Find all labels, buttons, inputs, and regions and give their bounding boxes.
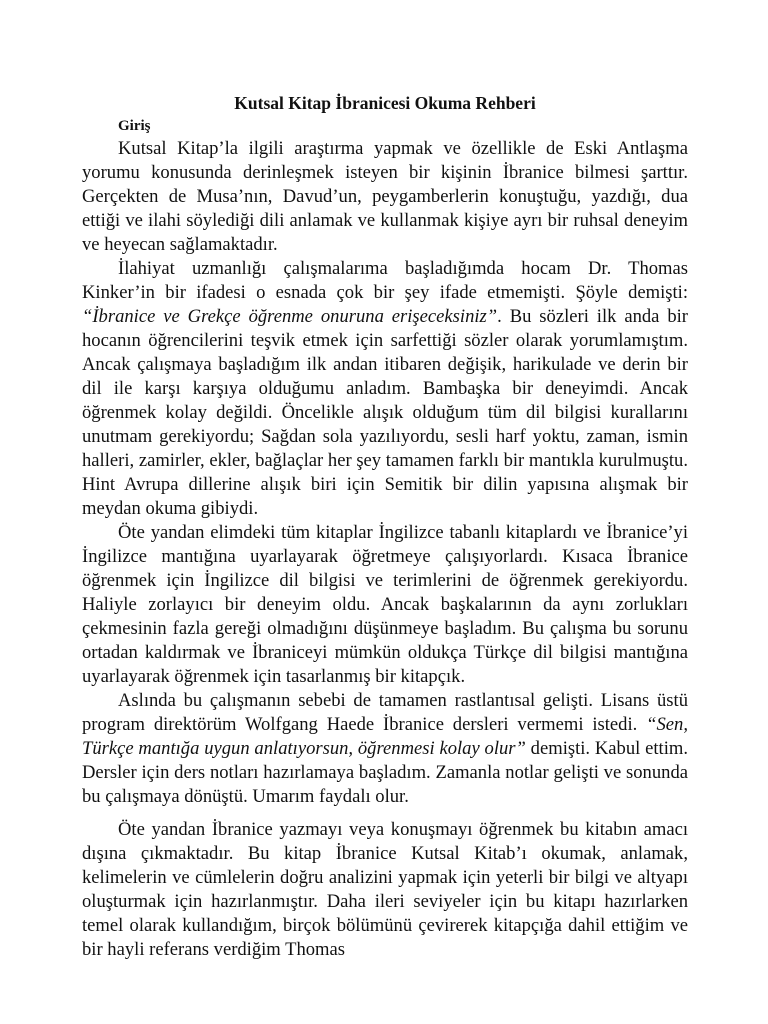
paragraph-text: Öte yandan İbranice yazmayı veya konuşmayı öğrenmek bu kitabın amacı dışına çıkmaktadır. Bu kitap İbranice Kutsal Kitab’ı okumak, anlamak, kelimelerin ve cümlelerin doğru analizini yapmak için yeterli bir bilgi ve altyapı oluşturmak için hazırlanmıştır. Daha ileri seviyeler için bu kitapı hazırlarken temel olarak kullandığım, birçok bölümünü çevirerek kitapçığa dahil ettiğim ve bir hayli referans verdiğim Thomas (82, 819, 688, 960)
paragraph-text: İlahiyat uzmanlığı çalışmalarıma başladığımda hocam Dr. Thomas Kinker’in bir ifadesi o esnada çok bir şey ifade etmemişti. Şöyle demişti: (82, 258, 688, 303)
section-heading: Giriş (118, 118, 151, 134)
paragraph-1 (82, 137, 688, 257)
paragraph-text: Aslında bu çalışmanın sebebi de tamamen rastlantısal gelişti. Lisans üstü program direktörüm Wolfgang Haede İbranice dersleri vermemi istedi. (82, 690, 688, 735)
paragraph-text: demişti. Kabul ettim. Dersler için ders notları hazırlamaya başladım. Zamanla notlar gelişti ve sonunda bu çalışmaya dönüştü. Umarım faydalı olur. (82, 738, 688, 807)
document-title: Kutsal Kitap İbranicesi Okuma Rehberi (234, 93, 536, 113)
paragraph-quote: “İbranice ve Grekçe öğrenme onuruna erişeceksiniz” (82, 306, 498, 327)
paragraph-text: Kutsal Kitap’la ilgili araştırma yapmak ve özellikle de Eski Antlaşma yorumu konusunda derinleşmek isteyen bir kişinin İbranice bilmesi şarttır. Gerçekten de Musa’nın, Davud’un, peygamberlerin konuştuğu, yazdığı, dua ettiği ve ilahi söylediği dili anlamak ve kullanmak kişiye ayrı bir ruhsal deneyim ve heyecan sağlamaktadır. (82, 138, 688, 255)
paragraph-3 (82, 521, 688, 689)
paragraph-5 (82, 818, 688, 962)
paragraph-4 (82, 689, 688, 809)
paragraph-2 (82, 257, 688, 521)
paragraph-text: Öte yandan elimdeki tüm kitaplar İngilizce tabanlı kitaplardı ve İbranice’yi İngilizce mantığına uyarlayarak öğretmeye çalışıyorlardı. Kısaca İbranice öğrenmek için İngilizce dil bilgisi ve terimlerini de öğrenmek gerekiyordu. Haliyle zorlayıcı bir deneyim oldu. Ancak başkalarının da aynı zorlukları çekmesinin fazla gereği olmadığını düşünmeye başladım. Bu çalışma bu sorunu ortadan kaldırmak ve İbraniceyi mümkün oldukça Türkçe dil bilgisi mantığına uyarlayarak öğrenmek için tasarlanmış bir kitapçık. (82, 522, 688, 687)
paragraph-spacer (82, 809, 688, 818)
paragraph-text: . Bu sözleri ilk anda bir hocanın öğrencilerini teşvik etmek için sarfettiği sözler olarak yorumlamıştım. Ancak çalışmaya başladığım ilk andan itibaren değişik, harikulade ve derin bir dil ile karşı karşıya olduğumu anladım. Bambaşka bir deneyimdi. Ancak öğrenmek kolay değildi. Öncelikle alışık olduğum tüm dil bilgisi kurallarını unutmam gerekiyordu; Sağdan sola yazılıyordu, sesli harf yoktu, zaman, ismin halleri, zamirler, ekler, bağlaçlar her şey tamamen farklı bir mantıkla kurulmuştu. Hint Avrupa dillerine alışık biri için Semitik bir dilin yapısına alışmak bir meydan okuma gibiydi. (82, 306, 688, 519)
document-page (82, 92, 688, 1024)
paragraph-quote: “Sen, Türkçe mantığa uygun anlatıyorsun, öğrenmesi kolay olur” (82, 714, 688, 759)
